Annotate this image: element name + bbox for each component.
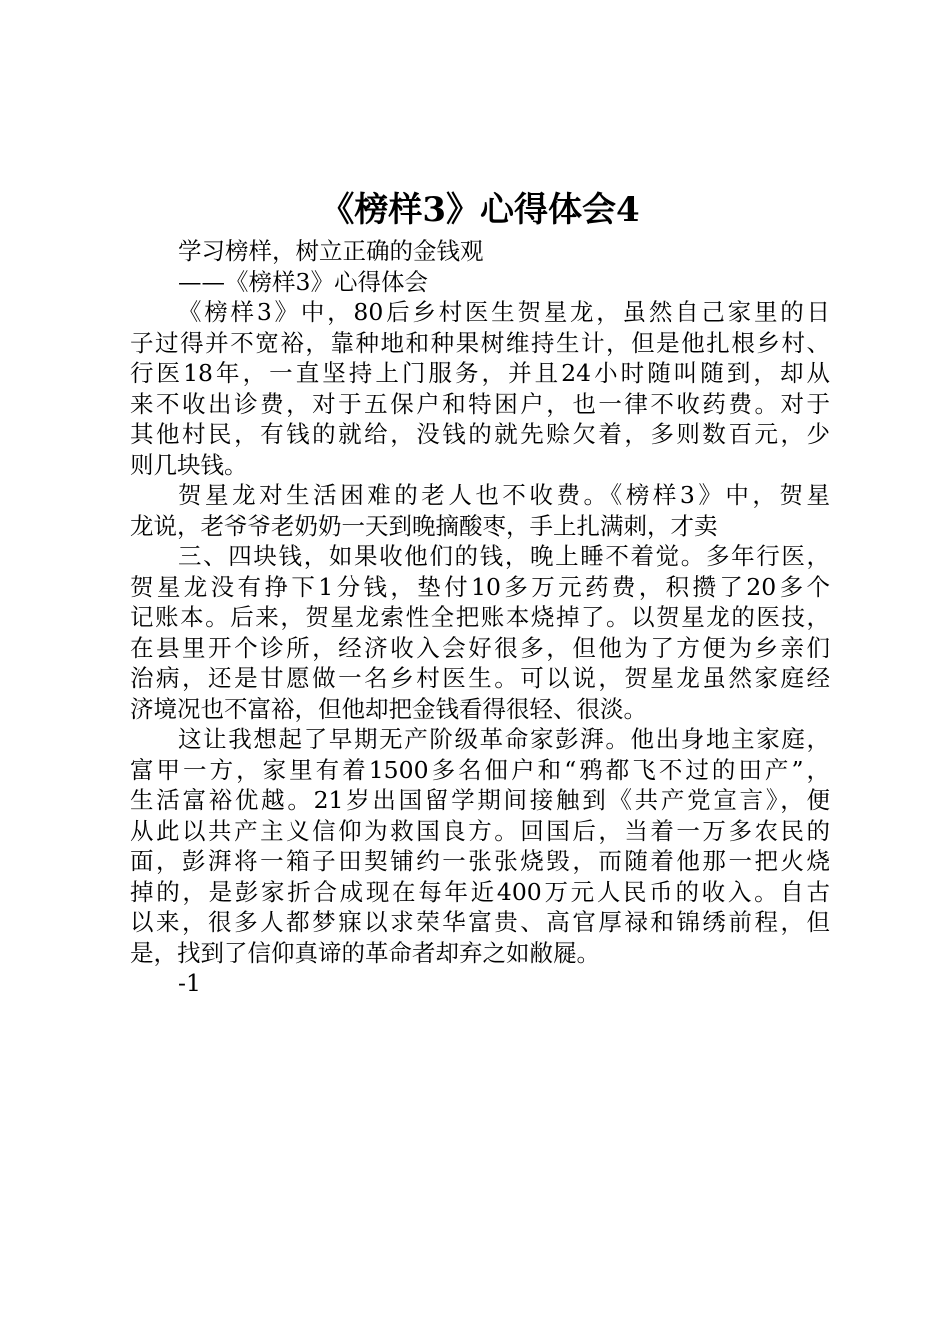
body-line: 则几块钱。 xyxy=(130,450,248,479)
subtitle-line: ——《榜样3》心得体会 xyxy=(178,267,428,296)
body-line: 其他村民，有钱的就给，没钱的就先赊欠着，多则数百元，少 xyxy=(130,420,830,448)
body-line: 在县里开个诊所，经济收入会好很多，但他为了方便为乡亲们 xyxy=(130,633,830,662)
body-line: 富甲一方，家里有着1500多名佃户和“鸦都飞不过的田产”， xyxy=(130,755,830,784)
body-line: 子过得并不宽裕，靠种地和种果树维持生计，但是他扎根乡村、 xyxy=(130,328,830,357)
body-line: 贺星龙对生活困难的老人也不收费。《榜样3》中，贺星 xyxy=(178,481,830,509)
body-line: 是，找到了信仰真谛的革命者却弃之如敝屣。 xyxy=(130,938,600,967)
body-line: 《榜样3》中，80后乡村医生贺星龙，虽然自己家里的日 xyxy=(178,298,830,326)
body-line: 行医18年，一直坚持上门服务，并且24小时随叫随到，却从 xyxy=(130,359,830,387)
document-page xyxy=(130,186,830,999)
body-line: 记账本。后来，贺星龙索性全把账本烧掉了。以贺星龙的医技， xyxy=(130,603,830,631)
body-line: 生活富裕优越。21岁出国留学期间接触到《共产党宣言》，便 xyxy=(130,786,830,814)
body-line: 掉的，是彭家折合成现在每年近400万元人民币的收入。自古 xyxy=(130,877,830,906)
page-number: -1 xyxy=(178,969,201,997)
subtitle-line: 学习榜样，树立正确的金钱观 xyxy=(178,237,484,265)
document-title: 《榜样3》心得体会4 xyxy=(320,190,640,230)
body-line: 贺星龙没有挣下1分钱，垫付10多万元药费，积攒了20多个 xyxy=(130,572,830,601)
body-line: 以来，很多人都梦寐以求荣华富贵、高官厚禄和锦绣前程，但 xyxy=(130,908,830,936)
body-line: 济境况也不富裕，但他却把金钱看得很轻、很淡。 xyxy=(130,694,647,723)
body-line: 从此以共产主义信仰为救国良方。回国后，当着一万多农民的 xyxy=(130,816,830,845)
body-line: 龙说，老爷爷老奶奶一天到晚摘酸枣，手上扎满刺，才卖 xyxy=(130,511,718,540)
body-line: 来不收出诊费，对于五保户和特困户，也一律不收药费。对于 xyxy=(130,389,830,418)
body-line: 这让我想起了早期无产阶级革命家彭湃。他出身地主家庭， xyxy=(178,725,830,753)
body-line: 三、四块钱，如果收他们的钱，晚上睡不着觉。多年行医， xyxy=(178,542,830,570)
body-line: 治病，还是甘愿做一名乡村医生。可以说，贺星龙虽然家庭经 xyxy=(130,664,830,692)
body-line: 面，彭湃将一箱子田契铺约一张张烧毁，而随着他那一把火烧 xyxy=(130,847,830,875)
